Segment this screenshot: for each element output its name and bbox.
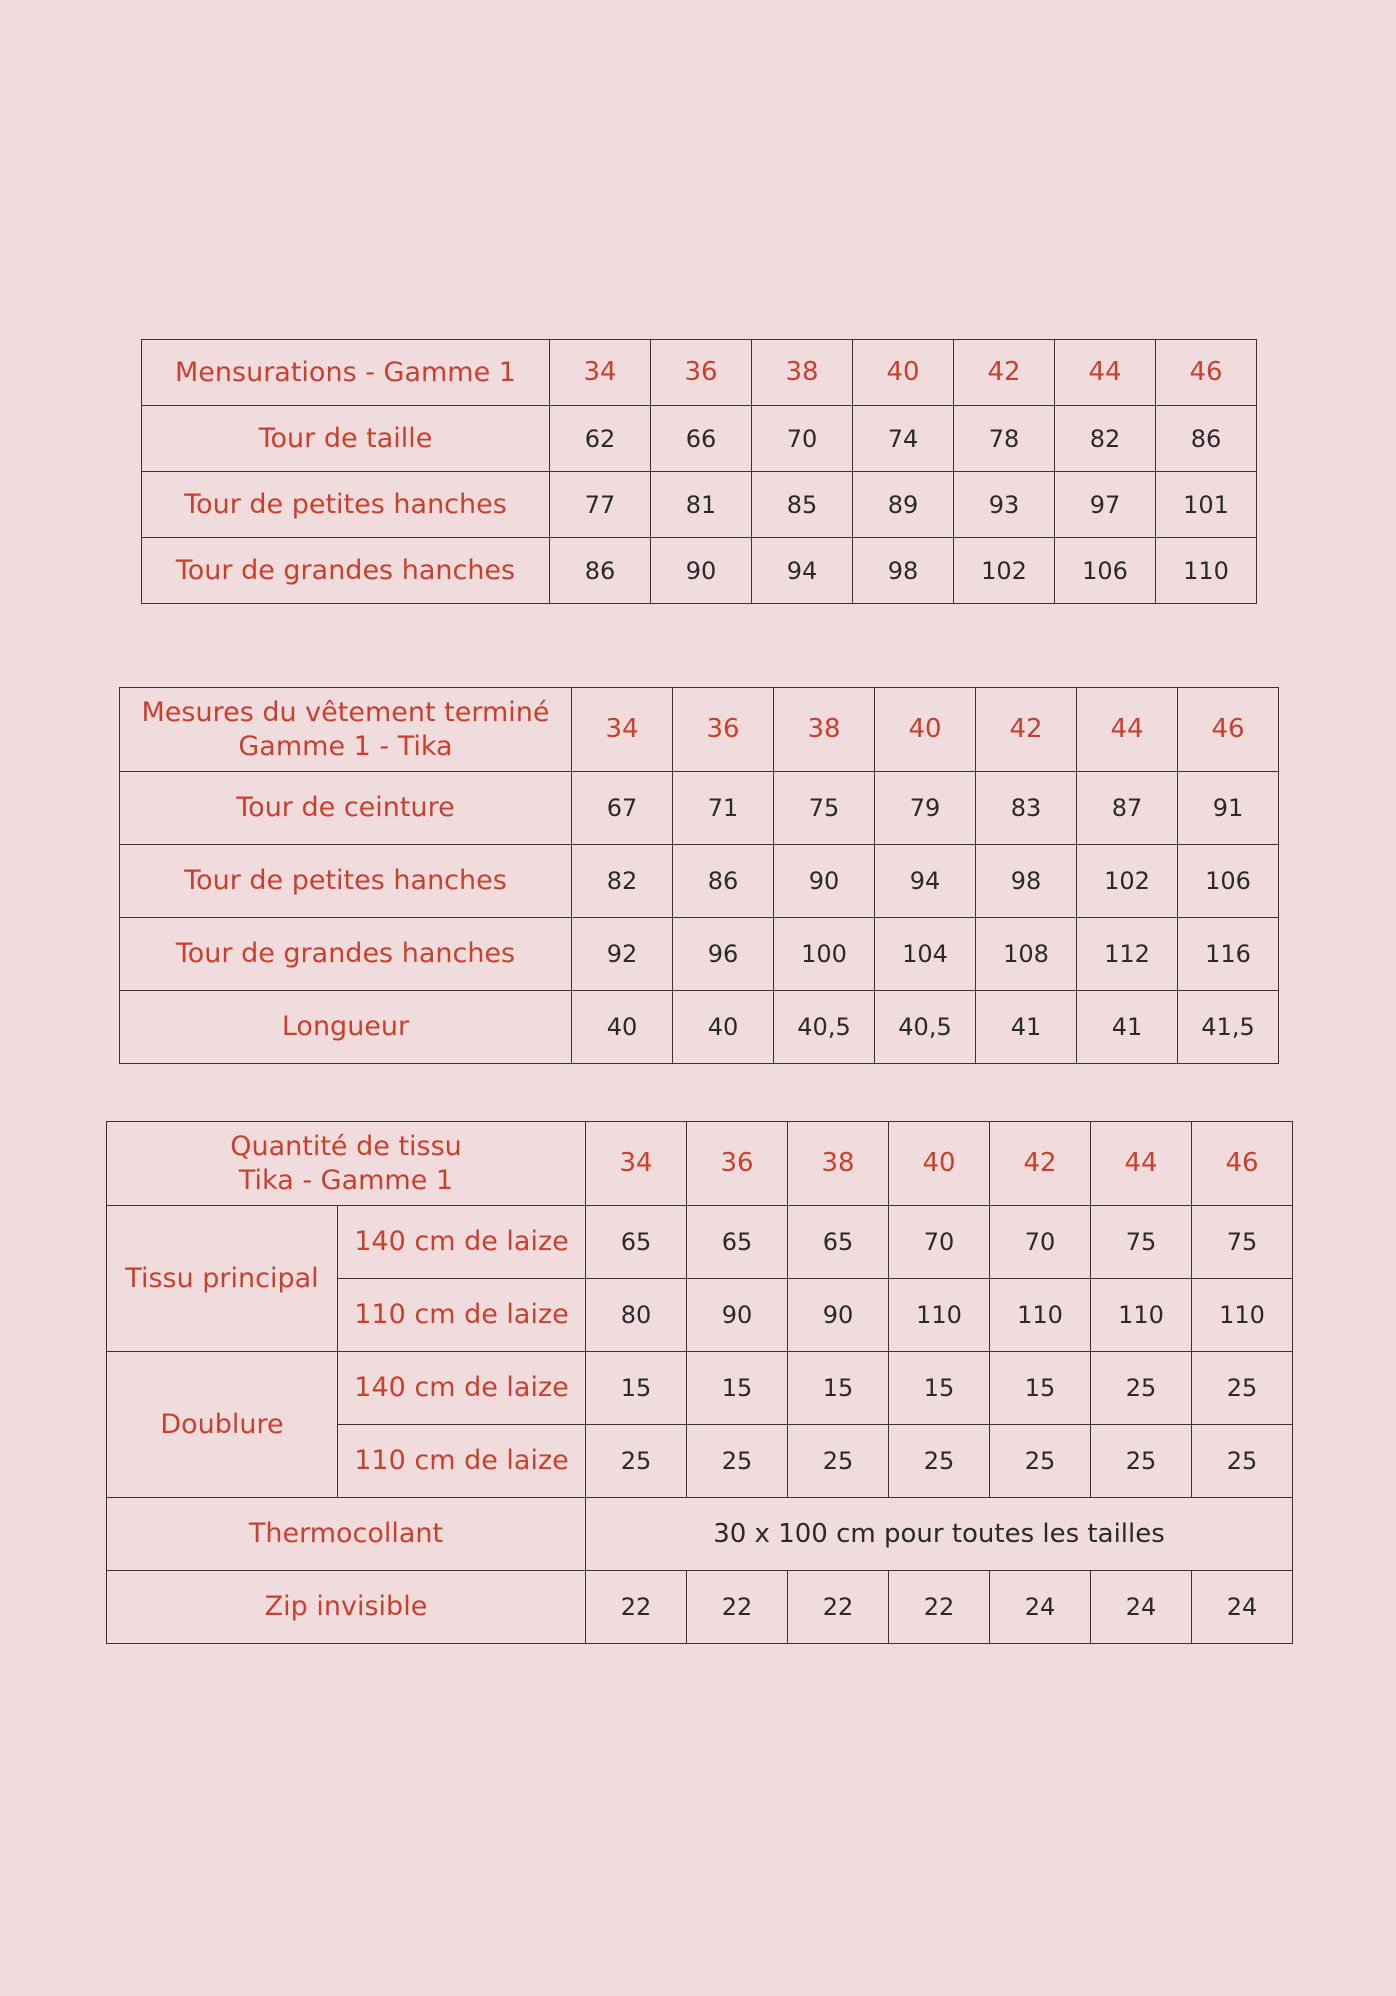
table-cell: 112 (1077, 918, 1178, 991)
measurements-table (141, 339, 1257, 604)
table-cell: 90 (788, 1279, 889, 1352)
table-cell: 110 (889, 1279, 990, 1352)
table-cell: 22 (788, 1571, 889, 1644)
table-cell: 66 (651, 406, 752, 472)
table-cell: 40,5 (875, 991, 976, 1064)
size-header: 44 (1055, 340, 1156, 406)
interfacing-label: Thermocollant (107, 1498, 586, 1571)
table-cell: 90 (687, 1279, 788, 1352)
table-cell: 85 (752, 472, 853, 538)
table-cell: 65 (687, 1206, 788, 1279)
size-header: 36 (673, 688, 774, 772)
table-cell: 22 (687, 1571, 788, 1644)
table-cell: 82 (1055, 406, 1156, 472)
table-cell: 70 (752, 406, 853, 472)
table-cell: 24 (1091, 1571, 1192, 1644)
table-cell: 98 (976, 845, 1077, 918)
table-cell: 96 (673, 918, 774, 991)
row-label: Tour de petites hanches (120, 845, 572, 918)
table-header-row (142, 340, 1257, 406)
table-cell: 75 (1192, 1206, 1293, 1279)
table-cell: 79 (875, 772, 976, 845)
table-row (142, 472, 1257, 538)
table-row (107, 1571, 1293, 1644)
table-cell: 86 (673, 845, 774, 918)
table-row (120, 845, 1279, 918)
table-cell: 89 (853, 472, 954, 538)
table-cell: 110 (990, 1279, 1091, 1352)
table-cell: 25 (586, 1425, 687, 1498)
table-cell: 15 (990, 1352, 1091, 1425)
table-cell: 25 (1091, 1425, 1192, 1498)
table-cell: 92 (572, 918, 673, 991)
main-fabric-label: Tissu principal (107, 1206, 338, 1352)
size-header: 42 (990, 1122, 1091, 1206)
fabric-width-label: 140 cm de laize (338, 1352, 586, 1425)
title-line-2: Tika - Gamme 1 (238, 1164, 454, 1196)
size-header: 36 (651, 340, 752, 406)
size-header: 46 (1192, 1122, 1293, 1206)
table-cell: 98 (853, 538, 954, 604)
table-cell: 93 (954, 472, 1055, 538)
table-cell: 100 (774, 918, 875, 991)
fabric-quantity-title (107, 1122, 586, 1206)
table-cell: 81 (651, 472, 752, 538)
table-cell: 71 (673, 772, 774, 845)
interfacing-value: 30 x 100 cm pour toutes les tailles (586, 1498, 1293, 1571)
table-cell: 41,5 (1178, 991, 1279, 1064)
size-header: 34 (550, 340, 651, 406)
table-cell: 40 (673, 991, 774, 1064)
size-header: 34 (586, 1122, 687, 1206)
table-row (142, 538, 1257, 604)
table-row (107, 1498, 1293, 1571)
table-cell: 78 (954, 406, 1055, 472)
table-cell: 80 (586, 1279, 687, 1352)
table-cell: 25 (990, 1425, 1091, 1498)
table-cell: 77 (550, 472, 651, 538)
table-cell: 110 (1156, 538, 1257, 604)
table-cell: 106 (1178, 845, 1279, 918)
table-cell: 22 (889, 1571, 990, 1644)
table-cell: 24 (1192, 1571, 1293, 1644)
table-cell: 102 (954, 538, 1055, 604)
table-cell: 24 (990, 1571, 1091, 1644)
size-header: 38 (752, 340, 853, 406)
size-header: 38 (774, 688, 875, 772)
row-label: Tour de ceinture (120, 772, 572, 845)
size-header: 40 (853, 340, 954, 406)
fabric-quantity-table (106, 1121, 1293, 1644)
table-cell: 110 (1091, 1279, 1192, 1352)
table-row (107, 1206, 1293, 1279)
size-header: 42 (954, 340, 1055, 406)
size-header: 46 (1178, 688, 1279, 772)
title-line-1: Mesures du vêtement terminé (141, 696, 550, 728)
table-cell: 82 (572, 845, 673, 918)
table-cell: 102 (1077, 845, 1178, 918)
row-label: Tour de petites hanches (142, 472, 550, 538)
table-cell: 97 (1055, 472, 1156, 538)
table-cell: 40 (572, 991, 673, 1064)
table-cell: 25 (788, 1425, 889, 1498)
row-label: Tour de grandes hanches (120, 918, 572, 991)
table-cell: 106 (1055, 538, 1156, 604)
table-cell: 101 (1156, 472, 1257, 538)
table-cell: 94 (875, 845, 976, 918)
table-cell: 15 (788, 1352, 889, 1425)
table-cell: 25 (687, 1425, 788, 1498)
table-cell: 62 (550, 406, 651, 472)
table-row (120, 772, 1279, 845)
table-cell: 90 (651, 538, 752, 604)
table-cell: 65 (586, 1206, 687, 1279)
table-cell: 70 (990, 1206, 1091, 1279)
table-cell: 104 (875, 918, 976, 991)
table-row (120, 991, 1279, 1064)
table-cell: 41 (1077, 991, 1178, 1064)
table-cell: 25 (1091, 1352, 1192, 1425)
table-cell: 110 (1192, 1279, 1293, 1352)
table-cell: 22 (586, 1571, 687, 1644)
table-header-row (120, 688, 1279, 772)
table-cell: 86 (550, 538, 651, 604)
table-cell: 75 (774, 772, 875, 845)
table-cell: 67 (572, 772, 673, 845)
finished-garment-table (119, 687, 1279, 1064)
table-cell: 87 (1077, 772, 1178, 845)
row-label: Longueur (120, 991, 572, 1064)
table-row (142, 406, 1257, 472)
table-cell: 74 (853, 406, 954, 472)
table-cell: 15 (687, 1352, 788, 1425)
table-cell: 94 (752, 538, 853, 604)
table-cell: 15 (586, 1352, 687, 1425)
table-cell: 40,5 (774, 991, 875, 1064)
size-header: 46 (1156, 340, 1257, 406)
title-line-1: Quantité de tissu (230, 1130, 462, 1162)
table-cell: 25 (889, 1425, 990, 1498)
size-header: 34 (572, 688, 673, 772)
row-label: Tour de taille (142, 406, 550, 472)
measurements-title: Mensurations - Gamme 1 (142, 340, 550, 406)
table-cell: 91 (1178, 772, 1279, 845)
fabric-width-label: 140 cm de laize (338, 1206, 586, 1279)
table-cell: 70 (889, 1206, 990, 1279)
table-row (120, 918, 1279, 991)
table-cell: 15 (889, 1352, 990, 1425)
table-cell: 41 (976, 991, 1077, 1064)
table-cell: 25 (1192, 1425, 1293, 1498)
row-label: Tour de grandes hanches (142, 538, 550, 604)
table-cell: 75 (1091, 1206, 1192, 1279)
lining-label: Doublure (107, 1352, 338, 1498)
size-header: 40 (889, 1122, 990, 1206)
table-cell: 90 (774, 845, 875, 918)
fabric-width-label: 110 cm de laize (338, 1279, 586, 1352)
size-header: 44 (1091, 1122, 1192, 1206)
table-cell: 83 (976, 772, 1077, 845)
table-cell: 108 (976, 918, 1077, 991)
zip-label: Zip invisible (107, 1571, 586, 1644)
size-header: 44 (1077, 688, 1178, 772)
table-header-row (107, 1122, 1293, 1206)
fabric-width-label: 110 cm de laize (338, 1425, 586, 1498)
table-cell: 65 (788, 1206, 889, 1279)
table-cell: 86 (1156, 406, 1257, 472)
size-header: 38 (788, 1122, 889, 1206)
finished-garment-title (120, 688, 572, 772)
table-cell: 116 (1178, 918, 1279, 991)
size-header: 40 (875, 688, 976, 772)
size-header: 42 (976, 688, 1077, 772)
size-header: 36 (687, 1122, 788, 1206)
title-line-2: Gamme 1 - Tika (238, 730, 453, 762)
table-row (107, 1352, 1293, 1425)
table-cell: 25 (1192, 1352, 1293, 1425)
